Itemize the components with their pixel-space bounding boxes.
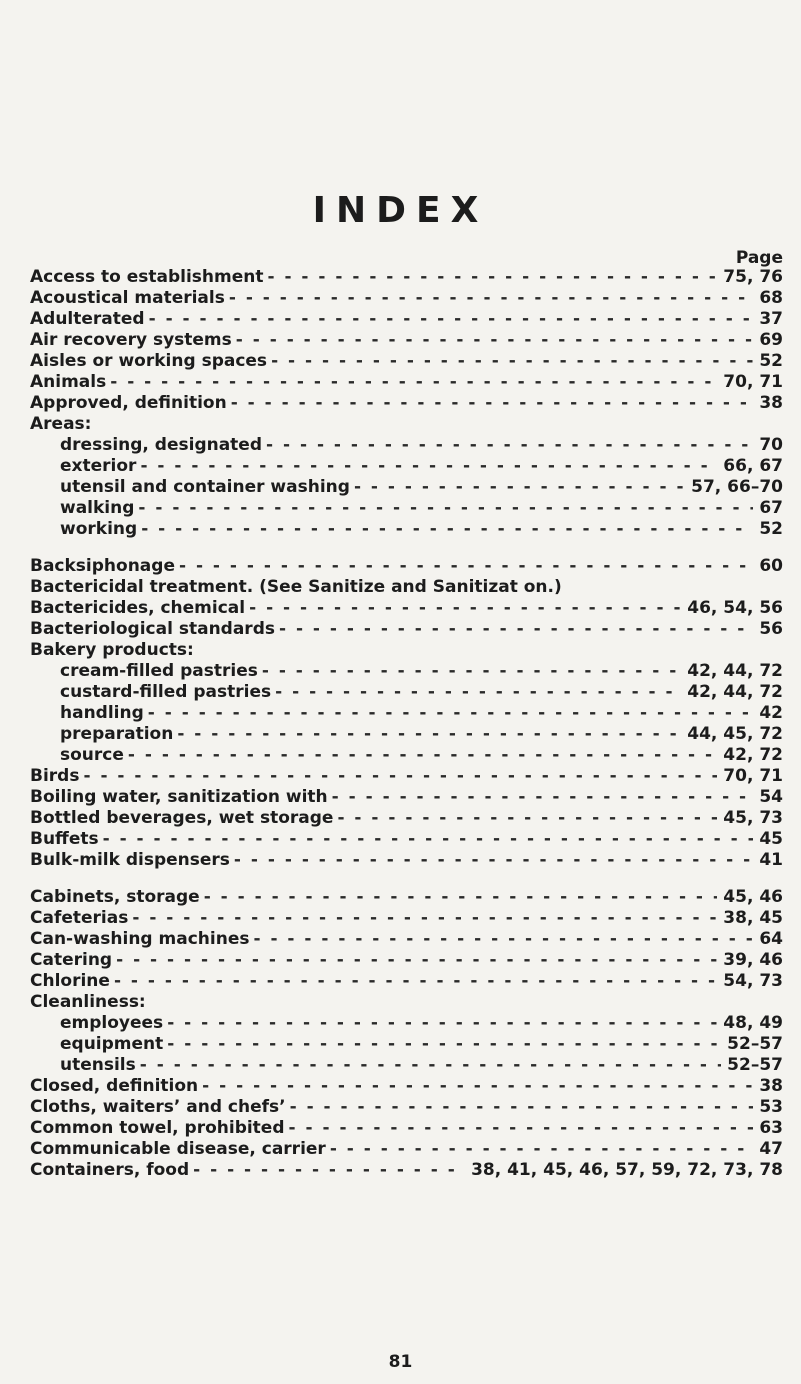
index-term: Aisles or working spaces [30, 351, 268, 371]
dot-leader [193, 1160, 465, 1181]
index-subentry [0, 1055, 801, 1076]
page-references: 45, 46 [723, 887, 783, 907]
index-entry [0, 1139, 801, 1160]
index-list [0, 267, 801, 1181]
index-term: employees [60, 1013, 164, 1033]
dot-leader [267, 267, 717, 288]
index-entry [0, 619, 801, 640]
index-term: Areas: [30, 414, 92, 434]
index-entry [0, 992, 801, 1013]
page-references: 52–57 [727, 1034, 783, 1054]
index-entry [0, 850, 801, 871]
dot-leader [167, 1013, 717, 1034]
dot-leader [177, 724, 681, 745]
index-entry [0, 766, 801, 787]
dot-leader [103, 829, 754, 850]
dot-leader [289, 1118, 754, 1139]
page-references: 60 [759, 556, 783, 576]
index-term: Cabinets, storage [30, 887, 200, 907]
dot-leader [141, 519, 753, 540]
index-entry [0, 288, 801, 309]
dot-leader [229, 288, 753, 309]
index-term: source [60, 745, 124, 765]
page-title: INDEX [312, 190, 489, 231]
page-references: 42 [759, 703, 783, 723]
dot-leader [354, 477, 685, 498]
page-references: 46, 54, 56 [687, 598, 783, 618]
index-term: Bottled beverages, wet storage [30, 808, 334, 828]
dot-leader [279, 619, 753, 640]
index-subentry [0, 498, 801, 519]
page-references: 52 [759, 351, 783, 371]
index-term: working [60, 519, 138, 539]
dot-leader [249, 598, 681, 619]
index-entry [0, 908, 801, 929]
page-references: 64 [759, 929, 783, 949]
index-term: Approved, definition [30, 393, 227, 413]
dot-leader [271, 351, 753, 372]
index-subentry [0, 724, 801, 745]
index-term: utensil and container washing [60, 477, 350, 497]
page-references: 39, 46 [723, 950, 783, 970]
page-references: 54, 73 [723, 971, 783, 991]
dot-leader [275, 682, 681, 703]
dot-leader [266, 435, 753, 456]
dot-leader [138, 498, 753, 519]
index-term: exterior [60, 456, 137, 476]
index-entry [0, 267, 801, 288]
index-term: Birds [30, 766, 80, 786]
page-references: 38, 45 [723, 908, 783, 928]
index-term: utensils [60, 1055, 136, 1075]
dot-leader [236, 330, 754, 351]
dot-leader [231, 393, 754, 414]
page-references: 45, 73 [723, 808, 783, 828]
page-references: 38 [759, 1076, 783, 1096]
index-entry [0, 414, 801, 435]
index-entry [0, 309, 801, 330]
page-references: 70 [759, 435, 783, 455]
index-term: Acoustical materials [30, 288, 225, 308]
page-references: 53 [759, 1097, 783, 1117]
index-term: walking [60, 498, 135, 518]
dot-leader [337, 808, 717, 829]
dot-leader [290, 1097, 754, 1118]
index-entry [0, 1076, 801, 1097]
index-entry [0, 556, 801, 577]
index-subentry [0, 703, 801, 724]
index-term: dressing, designated [60, 435, 263, 455]
page-references: 54 [759, 787, 783, 807]
index-term: Can-washing machines [30, 929, 250, 949]
dot-leader [114, 971, 717, 992]
index-entry [0, 787, 801, 808]
page-references: 52–57 [727, 1055, 783, 1075]
page-references: 75, 76 [723, 267, 783, 287]
page-references: 68 [759, 288, 783, 308]
index-entry [0, 887, 801, 908]
index-term: handling [60, 703, 144, 723]
index-term: Air recovery systems [30, 330, 232, 350]
index-term: Catering [30, 950, 113, 970]
index-entry [0, 577, 801, 598]
index-term: cream-filled pastries [60, 661, 258, 681]
page-references: 70, 71 [723, 372, 783, 392]
dot-leader [149, 309, 754, 330]
index-term: custard-filled pastries [60, 682, 272, 702]
page-references: 63 [759, 1118, 783, 1138]
dot-leader [332, 787, 754, 808]
page-references: 37 [759, 309, 783, 329]
page-references: 42, 72 [723, 745, 783, 765]
index-term: Communicable disease, carrier [30, 1139, 326, 1159]
index-subentry [0, 661, 801, 682]
page-references: 56 [759, 619, 783, 639]
page-references: 42, 44, 72 [687, 682, 783, 702]
index-entry [0, 929, 801, 950]
page-references: 66, 67 [723, 456, 783, 476]
dot-leader [179, 556, 753, 577]
dot-leader [330, 1139, 754, 1160]
index-term: Bakery products: [30, 640, 194, 660]
index-entry [0, 640, 801, 661]
page-references: 38, 41, 45, 46, 57, 59, 72, 73, 78 [471, 1160, 783, 1180]
index-term: Cafeterias [30, 908, 129, 928]
dot-leader [262, 661, 681, 682]
index-subentry [0, 477, 801, 498]
dot-leader [234, 850, 753, 871]
index-subentry [0, 519, 801, 540]
dot-leader [132, 908, 717, 929]
section-gap [0, 540, 801, 556]
page-references: 38 [759, 393, 783, 413]
index-subentry [0, 435, 801, 456]
page-references: 45 [759, 829, 783, 849]
index-subentry [0, 456, 801, 477]
index-entry [0, 1160, 801, 1181]
dot-leader [140, 456, 717, 477]
index-subentry [0, 745, 801, 766]
index-subentry [0, 1013, 801, 1034]
page-column-header: Page [735, 248, 783, 268]
index-term: Bacteriological standards [30, 619, 275, 639]
index-entry [0, 1097, 801, 1118]
dot-leader [148, 703, 754, 724]
index-term: Adulterated [30, 309, 145, 329]
dot-leader [253, 929, 753, 950]
dot-leader [116, 950, 717, 971]
index-entry [0, 330, 801, 351]
index-entry [0, 598, 801, 619]
index-term: Cleanliness: [30, 992, 146, 1012]
index-term: Bulk-milk dispensers [30, 850, 230, 870]
index-subentry [0, 1034, 801, 1055]
dot-leader [110, 372, 717, 393]
index-term: Boiling water, sanitization with [30, 787, 328, 807]
index-term: Animals [30, 372, 107, 392]
page-references: 67 [759, 498, 783, 518]
index-entry [0, 829, 801, 850]
dot-leader [202, 1076, 753, 1097]
index-term: Bactericidal treatment. (See Sanitize and Sanitizat on.) [30, 577, 562, 597]
page-references: 42, 44, 72 [687, 661, 783, 681]
page-number: 81 [388, 1352, 413, 1372]
index-term: equipment [60, 1034, 164, 1054]
page-references: 44, 45, 72 [687, 724, 783, 744]
index-term: Cloths, waiters’ and chefs’ [30, 1097, 286, 1117]
page-references: 70, 71 [723, 766, 783, 786]
index-entry [0, 808, 801, 829]
dot-leader [140, 1055, 721, 1076]
index-term: preparation [60, 724, 174, 744]
dot-leader [128, 745, 717, 766]
index-entry [0, 351, 801, 372]
page-references: 41 [759, 850, 783, 870]
index-term: Chlorine [30, 971, 110, 991]
page-references: 52 [759, 519, 783, 539]
index-entry [0, 372, 801, 393]
index-entry [0, 971, 801, 992]
page-references: 69 [759, 330, 783, 350]
index-term: Backsiphonage [30, 556, 175, 576]
dot-leader [204, 887, 718, 908]
index-subentry [0, 682, 801, 703]
index-term: Bactericides, chemical [30, 598, 246, 618]
page-references: 57, 66–70 [691, 477, 783, 497]
index-entry [0, 393, 801, 414]
index-term: Access to establishment [30, 267, 264, 287]
page-references: 47 [759, 1139, 783, 1159]
index-entry [0, 1118, 801, 1139]
index-term: Containers, food [30, 1160, 190, 1180]
index-term: Closed, definition [30, 1076, 199, 1096]
page-references: 48, 49 [723, 1013, 783, 1033]
index-term: Common towel, prohibited [30, 1118, 285, 1138]
index-term: Buffets [30, 829, 99, 849]
dot-leader [167, 1034, 721, 1055]
dot-leader [83, 766, 717, 787]
section-gap [0, 871, 801, 887]
index-entry [0, 950, 801, 971]
